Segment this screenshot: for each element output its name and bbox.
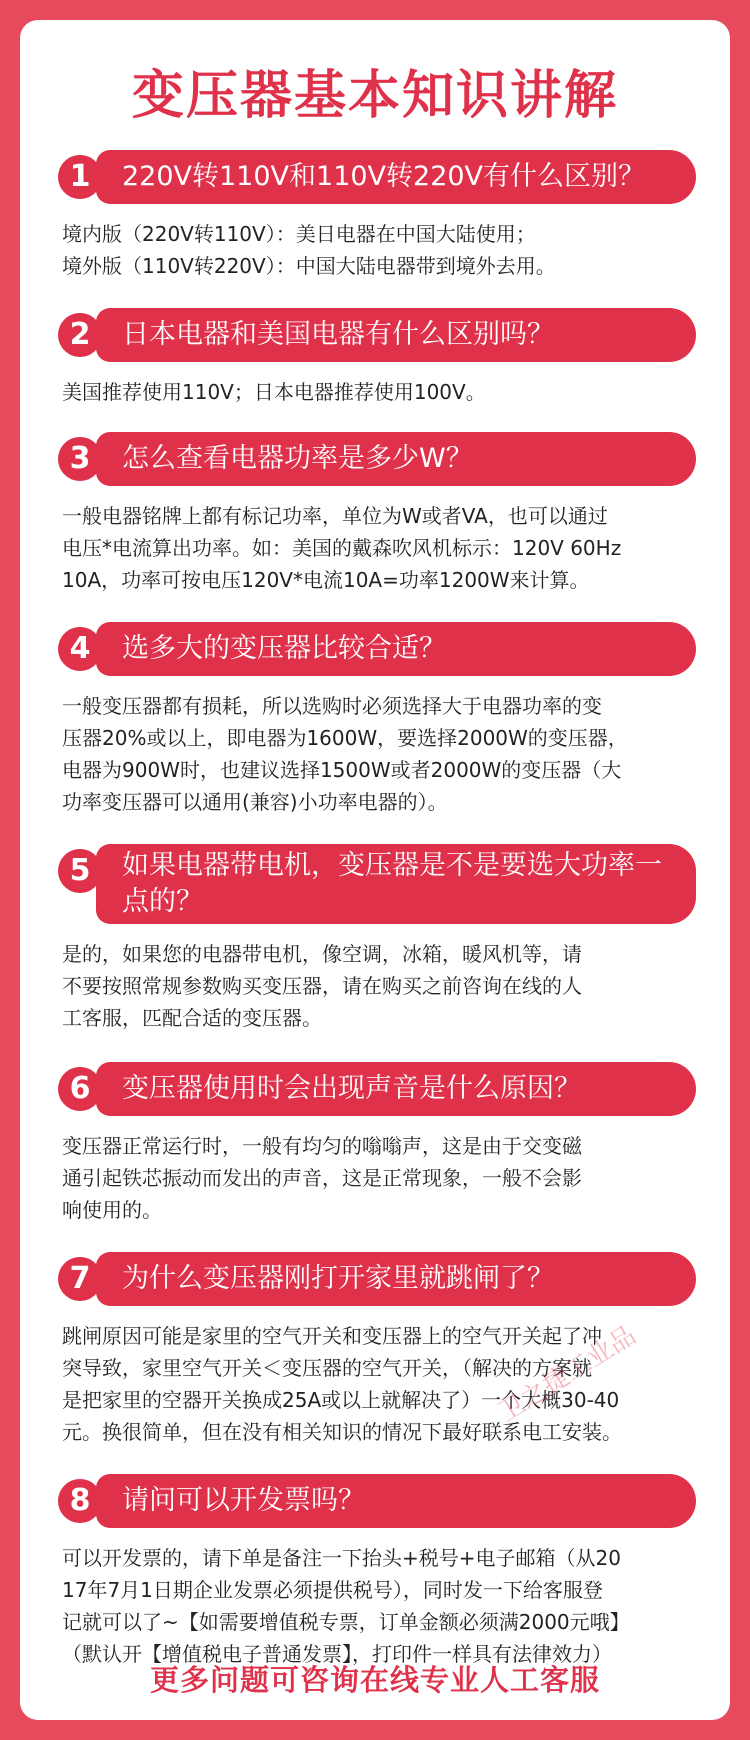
question-row	[20, 308, 730, 362]
question-row	[20, 622, 730, 676]
faq-section-4	[20, 622, 730, 818]
answer-line: 跳闸原因可能是家里的空气开关和变压器上的空气开关起了冲	[62, 1324, 602, 1348]
question-row	[20, 150, 730, 204]
answer-line: 电器为900W时，也建议选择1500W或者2000W的变压器（大	[62, 758, 622, 782]
number-badge: 6	[58, 1067, 102, 1111]
answer-text	[62, 938, 702, 1034]
answer-line: 美国推荐使用110V；日本电器推荐使用100V。	[62, 380, 486, 404]
faq-section-5	[20, 844, 730, 1034]
answer-line: 压器20%或以上，即电器为1600W，要选择2000W的变压器，	[62, 726, 628, 750]
answer-line: 10A，功率可按电压120V*电流10A=功率1200W来计算。	[62, 568, 590, 592]
answer-line: 电压*电流算出功率。如：美国的戴森吹风机标示：120V 60Hz	[62, 536, 622, 560]
answer-line: 一般电器铭牌上都有标记功率，单位为W或者VA，也可以通过	[62, 504, 608, 528]
question-pill: 请问可以开发票吗？	[96, 1474, 696, 1528]
question-pill: 如果电器带电机，变压器是不是要选大功率一点的？	[96, 844, 696, 924]
answer-text	[62, 376, 702, 408]
number-badge: 2	[58, 313, 102, 357]
answer-line: 元。换很简单，但在没有相关知识的情况下最好联系电工安装。	[62, 1420, 622, 1444]
number-badge: 5	[58, 849, 102, 893]
question-row	[20, 1062, 730, 1116]
answer-line: 是的，如果您的电器带电机，像空调，冰箱，暖风机等，请	[62, 942, 582, 966]
answer-line: 变压器正常运行时，一般有均匀的嗡嗡声，这是由于交变磁	[62, 1134, 582, 1158]
answer-line: 可以开发票的，请下单是备注一下抬头+税号+电子邮箱（从20	[62, 1546, 621, 1570]
answer-line: 工客服，匹配合适的变压器。	[62, 1006, 322, 1030]
question-row	[20, 1474, 730, 1528]
question-row	[20, 1252, 730, 1306]
answer-text	[62, 218, 702, 282]
answer-line: 通引起铁芯振动而发出的声音，这是正常现象，一般不会影	[62, 1166, 582, 1190]
answer-text	[62, 690, 702, 818]
faq-section-1	[20, 150, 730, 282]
number-badge: 8	[58, 1479, 102, 1523]
answer-line: 功率变压器可以通用(兼容)小功率电器的）。	[62, 790, 448, 814]
answer-text	[62, 1542, 702, 1670]
answer-line: 响使用的。	[62, 1198, 162, 1222]
faq-section-8	[20, 1474, 730, 1670]
number-badge: 7	[58, 1257, 102, 1301]
answer-line: 境外版（110V转220V）：中国大陆电器带到境外去用。	[62, 254, 556, 278]
answer-line: 突导致，家里空气开关＜变压器的空气开关，（解决的方案就	[62, 1356, 592, 1380]
answer-line: 不要按照常规参数购买变压器，请在购买之前咨询在线的人	[62, 974, 582, 998]
faq-section-3	[20, 432, 730, 596]
question-row	[20, 844, 730, 924]
number-badge: 4	[58, 627, 102, 671]
answer-line: 是把家里的空器开关换成25A或以上就解决了）一个大概30-40	[62, 1388, 620, 1412]
faq-section-2	[20, 308, 730, 408]
answer-text	[62, 500, 702, 596]
answer-line: 17年7月1日期企业发票必须提供税号），同时发一下给客服登	[62, 1578, 603, 1602]
page-title: 变压器基本知识讲解	[131, 66, 618, 126]
footer-text: 更多问题可咨询在线专业人工客服	[149, 1663, 600, 1697]
question-pill: 220V转110V和110V转220V有什么区别？	[96, 150, 696, 204]
question-pill: 选多大的变压器比较合适？	[96, 622, 696, 676]
number-badge: 3	[58, 437, 102, 481]
question-pill: 怎么查看电器功率是多少W？	[96, 432, 696, 486]
number-badge: 1	[58, 155, 102, 199]
answer-text	[62, 1130, 702, 1226]
question-pill: 日本电器和美国电器有什么区别吗？	[96, 308, 696, 362]
question-pill: 为什么变压器刚打开家里就跳闸了？	[96, 1252, 696, 1306]
faq-section-6	[20, 1062, 730, 1226]
watermark: 卫之捷工业品	[493, 1320, 642, 1429]
answer-line: （默认开【增值税电子普通发票】，打印件一样具有法律效力）	[62, 1642, 612, 1666]
content-card	[20, 20, 730, 1720]
question-row	[20, 432, 730, 486]
answer-line: 记就可以了~【如需要增值税专票，订单金额必须满2000元哦】	[62, 1610, 630, 1634]
question-pill: 变压器使用时会出现声音是什么原因？	[96, 1062, 696, 1116]
answer-line: 一般变压器都有损耗，所以选购时必须选择大于电器功率的变	[62, 694, 602, 718]
answer-line: 境内版（220V转110V）：美日电器在中国大陆使用；	[62, 222, 536, 246]
